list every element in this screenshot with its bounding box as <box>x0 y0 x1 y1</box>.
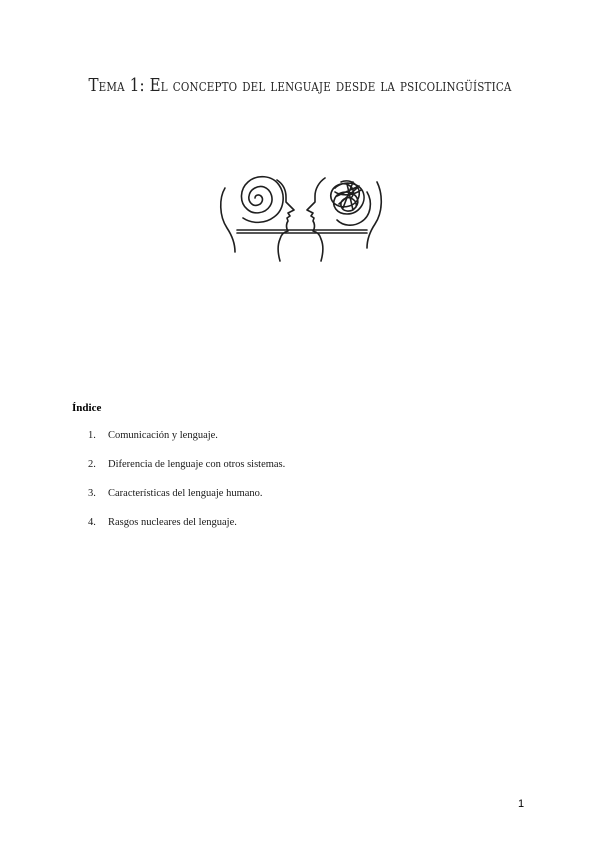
right-profile <box>307 178 325 261</box>
index-item-2 <box>88 459 285 488</box>
left-spiral <box>241 177 283 223</box>
index-item-number: 1. <box>88 430 96 441</box>
index-item-3 <box>88 488 285 517</box>
page-number: 1 <box>518 798 525 810</box>
left-profile <box>277 180 294 261</box>
index-heading: Índice <box>72 402 102 414</box>
index-item-text: Rasgos nucleares del lenguaje. <box>108 517 237 528</box>
index-item-number: 2. <box>88 459 96 470</box>
index-item-number: 4. <box>88 517 96 528</box>
index-list <box>88 430 285 546</box>
index-item-text: Diferencia de lenguaje con otros sistemas. <box>108 459 286 470</box>
communication-heads-illustration <box>217 168 383 264</box>
index-item-4 <box>88 517 285 546</box>
index-item-text: Características del lenguaje humano. <box>108 488 263 499</box>
index-item-1 <box>88 430 285 459</box>
right-back <box>367 182 381 248</box>
document-title: Tema 1: El concepto del lenguaje desde la psicolingüística <box>88 76 512 96</box>
index-item-text: Comunicación y lenguaje. <box>108 430 218 441</box>
right-scribble <box>331 181 364 214</box>
left-back <box>221 188 235 252</box>
index-item-number: 3. <box>88 488 96 499</box>
